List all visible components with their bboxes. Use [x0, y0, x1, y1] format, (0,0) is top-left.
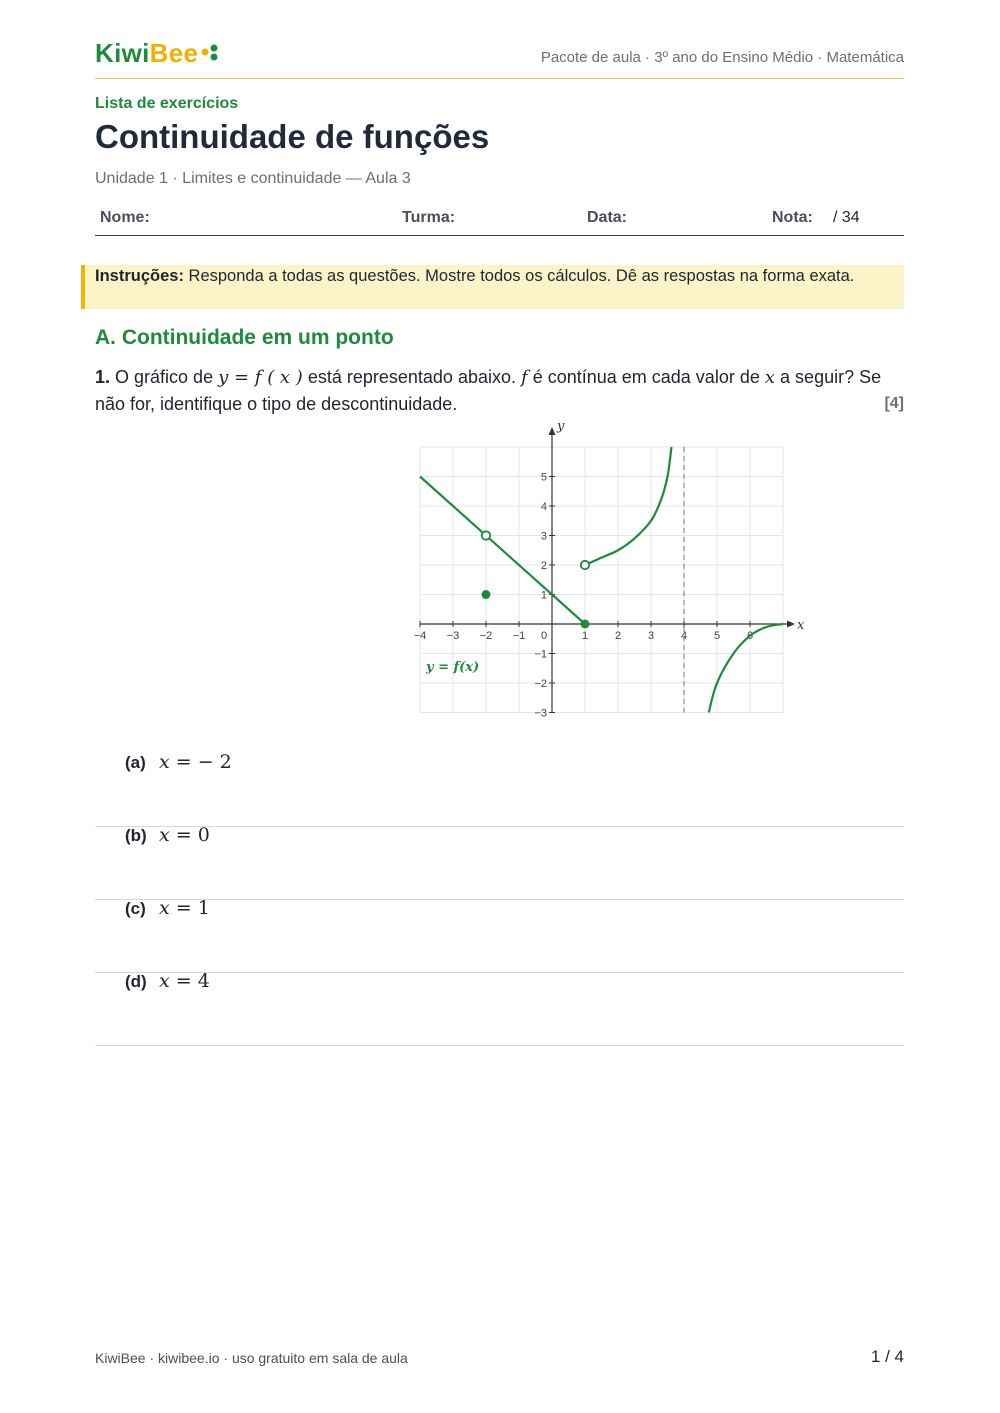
- question-text: a seguir? Se não for, identifique o tipo de descontinuidade.: [95, 367, 882, 414]
- question-text: está representado abaixo.: [307, 367, 516, 387]
- instructions-label: Instruções:: [95, 267, 184, 285]
- part-label: (a): [125, 753, 146, 772]
- section-heading: A. Continuidade em um ponto: [95, 326, 394, 349]
- function-line-segment: [420, 477, 585, 625]
- closed-point: [482, 590, 491, 599]
- course-meta: Pacote de aula · 3º ano do Ensino Médio · Matemática: [540, 49, 904, 66]
- y-tick-label: 5: [540, 471, 547, 484]
- part-label: (b): [125, 826, 147, 845]
- x-tick-label: 1: [581, 630, 589, 642]
- y-tick-label: −2: [534, 678, 547, 690]
- student-info-row: [95, 205, 904, 236]
- kiwibee-logo: KiwiBee: [95, 38, 199, 68]
- y-tick-label: 2: [540, 560, 547, 572]
- x-tick-label: 6: [746, 630, 754, 642]
- function-graph: [312, 419, 812, 723]
- function-expression: y = f ( x ): [218, 367, 303, 388]
- open-point: [581, 561, 589, 569]
- x-axis-arrow-icon: [787, 621, 795, 628]
- page-number: 1 / 4: [870, 1347, 904, 1366]
- y-axis-arrow-icon: [549, 427, 556, 435]
- part-c: [95, 899, 904, 973]
- y-axis-label: y: [557, 419, 565, 434]
- part-expression: x = 4: [159, 970, 210, 992]
- curve-label: y = f(x): [426, 660, 480, 676]
- question-text: O gráfico de: [115, 367, 214, 387]
- part-expression: x = 0: [159, 824, 210, 846]
- x-tick-label: 3: [647, 630, 655, 642]
- x-tick-label: −1: [512, 630, 526, 642]
- page-subtitle: Unidade 1 · Limites e continuidade — Aula 3: [95, 170, 411, 187]
- instructions-text: Responda a todas as questões. Mostre todos os cálculos. Dê as respostas na forma exata.: [183, 267, 855, 285]
- open-point: [482, 531, 490, 539]
- y-tick-label: −1: [534, 648, 547, 661]
- part-b: [95, 826, 904, 900]
- closed-point: [581, 620, 590, 629]
- x-tick-label: −2: [479, 630, 493, 642]
- instructions-box: [81, 265, 904, 309]
- variable-name: x: [764, 367, 776, 388]
- part-a: [95, 753, 904, 827]
- date-label: Data:: [587, 209, 628, 226]
- worksheet-page: [95, 0, 904, 1413]
- part-label: (c): [125, 899, 146, 918]
- x-tick-label: 2: [614, 630, 622, 642]
- y-tick-label: 3: [540, 530, 547, 543]
- x-tick-label: 4: [680, 630, 688, 642]
- question-points: [4]: [884, 395, 904, 412]
- logo-dots-icon: [199, 44, 225, 62]
- x-tick-label: −4: [413, 630, 427, 642]
- y-tick-label: 1: [540, 589, 547, 602]
- question-number: 1.: [95, 367, 111, 387]
- grade-total: / 34: [833, 209, 860, 226]
- y-tick-label: 4: [540, 501, 547, 513]
- part-expression: x = − 2: [159, 751, 232, 773]
- x-tick-label: 0: [540, 630, 548, 642]
- name-label: Nome:: [100, 209, 150, 226]
- part-expression: x = 1: [159, 897, 210, 919]
- x-tick-label: 5: [713, 630, 721, 642]
- function-name: f: [521, 367, 528, 388]
- x-axis-label: x: [797, 618, 805, 633]
- question-1: [95, 364, 904, 418]
- page-header: [95, 38, 904, 79]
- class-label: Turma:: [402, 209, 456, 226]
- page-title: Continuidade de funções: [95, 118, 490, 155]
- grade-label: Nota:: [772, 209, 813, 226]
- document-type: Lista de exercícios: [95, 95, 239, 112]
- y-tick-label: −3: [534, 707, 547, 720]
- part-label: (d): [125, 972, 147, 991]
- part-d: [95, 972, 904, 1046]
- x-tick-label: −3: [446, 630, 460, 642]
- question-text: é contínua em cada valor de: [532, 367, 760, 387]
- footer-credit: KiwiBee · kiwibee.io · uso gratuito em sala de aula: [95, 1350, 408, 1366]
